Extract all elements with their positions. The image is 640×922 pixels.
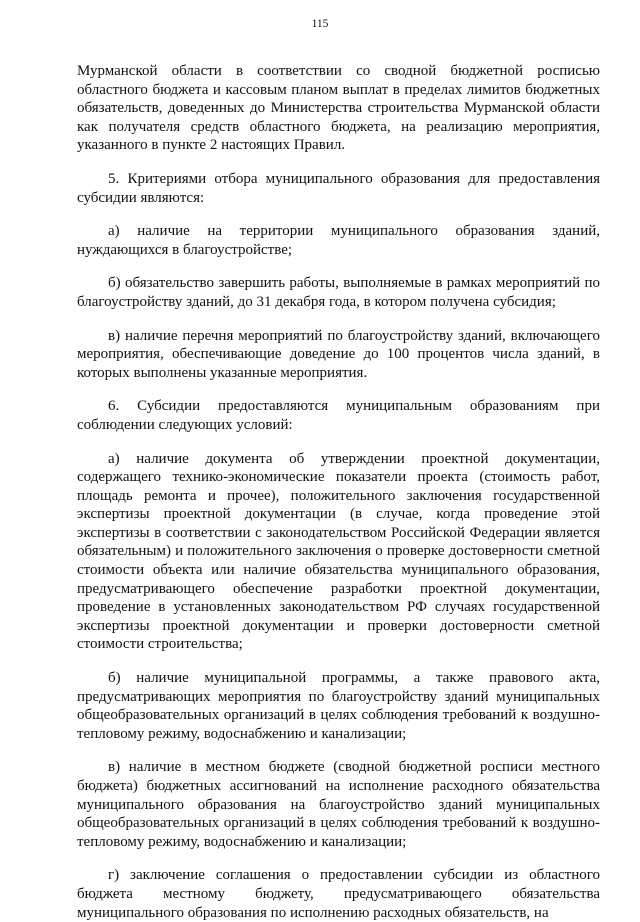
paragraph-5-item-v: в) наличие перечня мероприятий по благоустройству зданий, включающего мероприятия, обеспечивающие доведение до 100 процентов числа зданий, в которых выполнены указанные мероприятия. (77, 327, 600, 381)
paragraph-6-item-b: б) наличие муниципальной программы, а также правового акта, предусматривающих мероприятия по благоустройству зданий муниципальных общеобразовательных организаций в целях соблюдения требований к воздушно-тепловому режиму, водоснабжению и канализации; (77, 670, 600, 742)
paragraph-6-item-g: г) заключение соглашения о предоставлении субсидии из областного бюджета местному бюджету, предусматривающего обязательства муниципального образования по исполнению расходных обязательств, на (77, 867, 600, 921)
paragraph-6-conditions: 6. Субсидии предоставляются муниципальным образованиям при соблюдении следующих условий: (77, 398, 600, 433)
document-body (77, 62, 600, 922)
paragraph-6-item-v: в) наличие в местном бюджете (сводной бюджетной росписи местного бюджета) бюджетных ассигнований на исполнение расходного обязательства муниципального образования на благоустройство зданий муниципальных общеобразовательных организаций в целях соблюдения требований к воздушно-тепловому режиму, водоснабжению и канализации; (77, 759, 600, 850)
paragraph-6-item-a: а) наличие документа об утверждении проектной документации, содержащего технико-экономические показатели проекта (стоимость работ, площадь ремонта и прочее), положительного заключения государственной экспертизы проектной документации (в случае, когда проведение этой экспертизы в соответствии с законодательством Российской Федерации является обязательным) и положительного заключения о проверке достоверности сметной стоимости объекта или наличие обязательства муниципального образования, предусматривающего обеспечение разработки проектной документации, проведение в установленных законодательством РФ случаях государственной экспертизы проектной документации и проверки достоверности сметной стоимости строительства; (77, 450, 600, 653)
paragraph-5-item-a: а) наличие на территории муниципального образования зданий, нуждающихся в благоустройстве; (77, 223, 600, 258)
page-number: 115 (311, 18, 329, 30)
paragraph-5-item-b: б) обязательство завершить работы, выполняемые в рамках мероприятий по благоустройству зданий, до 31 декабря года, в котором получена субсидия; (77, 275, 600, 310)
paragraph-5-criteria: 5. Критериями отбора муниципального образования для предоставления субсидии являются: (77, 170, 600, 206)
paragraph-continuation: Мурманской области в соответствии со сводной бюджетной росписью областного бюджета и кассовым планом выплат в пределах лимитов бюджетных обязательств, доведенных до Министерства строительства Мурманской области как получателя средств областного бюджета, на реализацию мероприятия, указанного в пункте 2 настоящих Правил. (77, 63, 600, 154)
